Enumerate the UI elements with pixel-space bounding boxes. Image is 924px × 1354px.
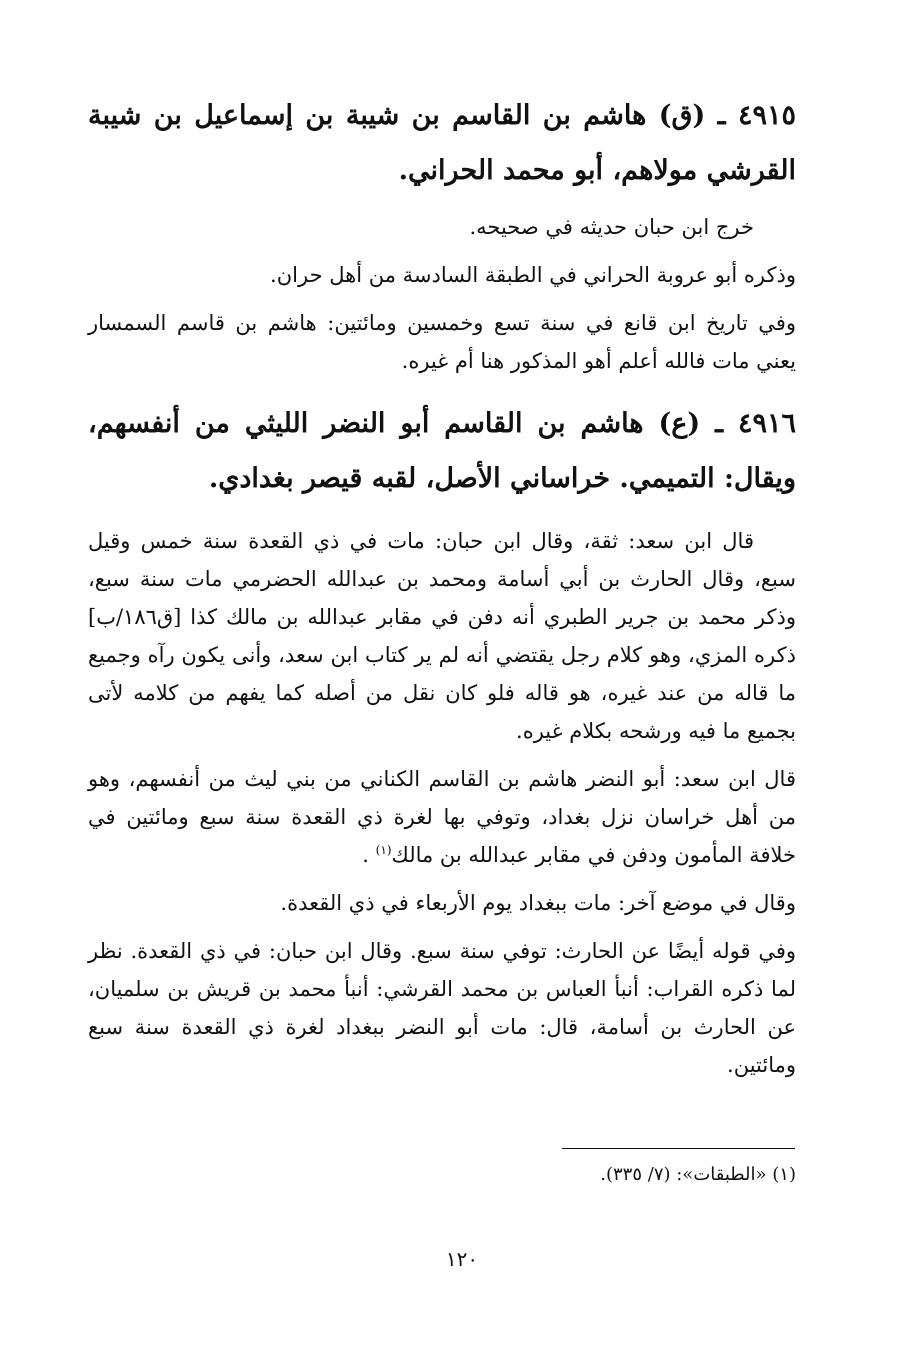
paragraph: وقال في موضع آخر: مات ببغداد يوم الأربعاء في ذي القعدة. [280, 891, 796, 915]
entry-heading-4915: ٤٩١٥ ـ (ق) هاشم بن القاسم بن شيبة بن إسماعيل بن شيبة القرشي مولاهم، أبو محمد الحراني. [88, 100, 796, 186]
paragraph: قال ابن سعد: ثقة، وقال ابن حبان: مات في ذي القعدة سنة خمس وقيل سبع، وقال الحارث بن أبي أسامة ومحمد بن عبدالله الحضرمي مات سنة سبع، وذكر محمد بن جرير الطبري أنه دفن في مقابر عبدالله بن مالك كذا [ق١٨٦/ب] ذكره المزي، وهو كلام رجل يقتضي أنه لم ير كتاب ابن سعد، وأنى يكون رآه وجميع ما قاله من عند غيره، هو قاله فلو كان نقل من أصله كما يفهم من كلامه لأتى بجميع ما فيه ورشحه بكلام غيره. [88, 529, 796, 743]
entry-heading-4916: ٤٩١٦ ـ (ع) هاشم بن القاسم أبو النضر الليثي من أنفسهم، ويقال: التميمي. خراساني الأصل، لقبه قيصر بغدادي. [88, 408, 796, 494]
page-body [88, 88, 796, 1084]
paragraph-text: قال ابن سعد: أبو النضر هاشم بن القاسم الكناني من بني ليث من أنفسهم، وهو من أهل خراسان نزل بغداد، وتوفي بها لغرة ذي القعدة سنة سبع ومائتين في خلافة المأمون ودفن في مقابر عبدالله بن مالك [88, 767, 796, 867]
paragraph: وذكره أبو عروبة الحراني في الطبقة السادسة من أهل حران. [270, 263, 796, 287]
footnote-marker: (١) [375, 843, 392, 857]
paragraph: وفي قوله أيضًا عن الحارث: توفي سنة سبع. وقال ابن حبان: في ذي القعدة. نظر لما ذكره القراب: أنبأ العباس بن محمد القرشي: أنبأ محمد بن قريش بن سلميان، عن الحارث بن أسامة، قال: مات أبو النضر ببغداد لغرة ذي القعدة سنة سبع ومائتين. [88, 939, 796, 1077]
paragraph-end: . [362, 843, 369, 867]
footnote: (١) «الطبقات»: (٧/ ٣٣٥). [600, 1164, 796, 1185]
page-number: ١٢٠ [445, 1247, 479, 1271]
paragraph: وفي تاريخ ابن قانع في سنة تسع وخمسين ومائتين: هاشم بن قاسم السمسار يعني مات فالله أعلم أهو المذكور هنا أم غيره. [88, 311, 796, 373]
footnote-divider [562, 1148, 795, 1149]
paragraph-with-footnote [88, 760, 796, 874]
paragraph: خرج ابن حبان حديثه في صحيحه. [469, 215, 754, 239]
